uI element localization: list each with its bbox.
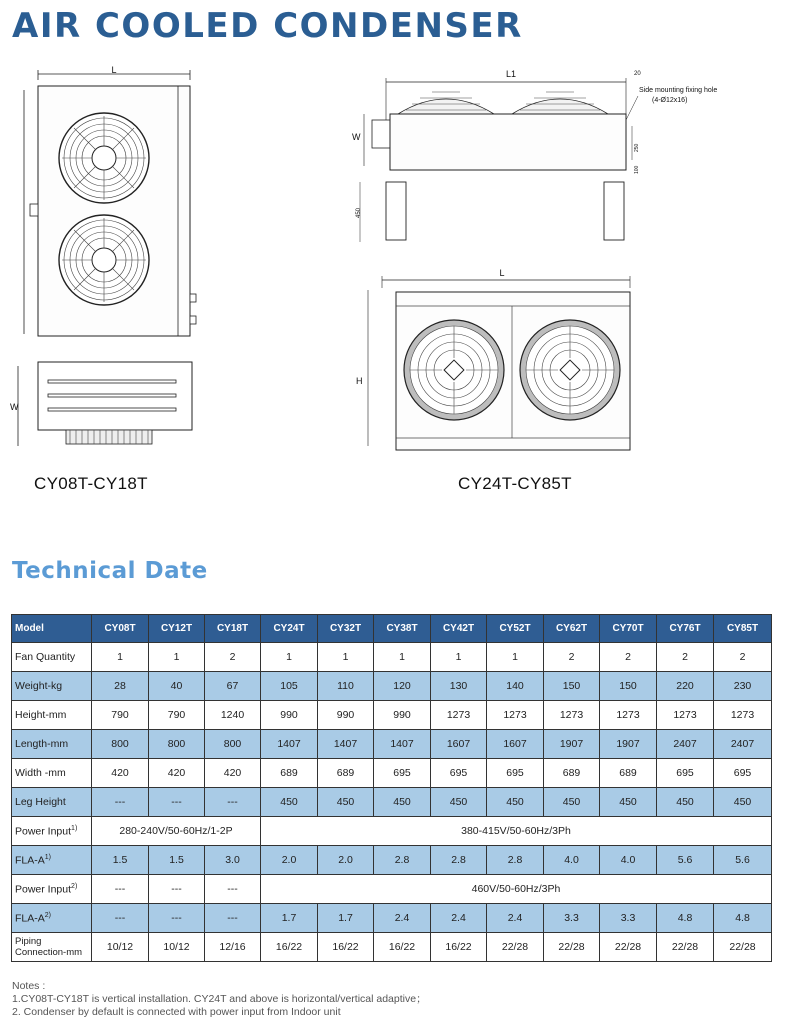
table-cell: 689 bbox=[600, 759, 657, 788]
notes bbox=[12, 980, 427, 1019]
table-cell: 1 bbox=[318, 643, 374, 672]
table-cell: 10/12 bbox=[92, 933, 149, 962]
diagram-left-top-view bbox=[8, 352, 208, 452]
notes-line-2: 2. Condenser by default is connected with power input from Indoor unit bbox=[12, 1006, 341, 1018]
row-label bbox=[12, 817, 92, 846]
table-cell: 2.4 bbox=[487, 904, 544, 933]
table-cell: 790 bbox=[149, 701, 205, 730]
table-cell: 28 bbox=[92, 672, 149, 701]
table-cell: --- bbox=[149, 904, 205, 933]
header-cell: CY24T bbox=[261, 615, 318, 643]
diagram-left-front-view bbox=[18, 64, 208, 344]
diagram-right-front-view bbox=[346, 266, 646, 456]
table-row bbox=[12, 730, 772, 759]
table-cell: 1907 bbox=[544, 730, 600, 759]
header-cell: CY85T bbox=[714, 615, 772, 643]
dim-20-label: 20 bbox=[634, 71, 641, 77]
table-cell: 450 bbox=[657, 788, 714, 817]
row-label: Leg Height bbox=[12, 788, 92, 817]
table-row bbox=[12, 788, 772, 817]
dim-100-label: 100 bbox=[634, 165, 640, 174]
table-cell: 5.6 bbox=[657, 846, 714, 875]
table-cell: 2407 bbox=[714, 730, 772, 759]
table-cell: 689 bbox=[261, 759, 318, 788]
table-cell: 420 bbox=[149, 759, 205, 788]
table-cell: 2.8 bbox=[374, 846, 431, 875]
header-cell: CY52T bbox=[487, 615, 544, 643]
table-cell: 3.0 bbox=[205, 846, 261, 875]
table-cell: 1 bbox=[431, 643, 487, 672]
table-cell: 450 bbox=[374, 788, 431, 817]
table-cell: 2.8 bbox=[431, 846, 487, 875]
table-cell: 1 bbox=[487, 643, 544, 672]
row-label: Length-mm bbox=[12, 730, 92, 759]
table-cell: 110 bbox=[318, 672, 374, 701]
table-cell: 1.7 bbox=[261, 904, 318, 933]
table-cell: 1.5 bbox=[92, 846, 149, 875]
table-cell: 2.4 bbox=[431, 904, 487, 933]
table-cell: --- bbox=[92, 904, 149, 933]
table-cell: 450 bbox=[261, 788, 318, 817]
table-cell: 140 bbox=[487, 672, 544, 701]
table-cell: 1273 bbox=[714, 701, 772, 730]
table-cell: 16/22 bbox=[431, 933, 487, 962]
table-cell: 4.8 bbox=[657, 904, 714, 933]
header-cell: CY62T bbox=[544, 615, 600, 643]
header-model: Model bbox=[12, 615, 92, 643]
table-cell: 16/22 bbox=[261, 933, 318, 962]
fan-icon bbox=[59, 113, 149, 203]
table-cell-merged: 460V/50-60Hz/3Ph bbox=[261, 875, 772, 904]
table-cell: 230 bbox=[714, 672, 772, 701]
table-row bbox=[12, 643, 772, 672]
row-label: Height-mm bbox=[12, 701, 92, 730]
table-cell: 450 bbox=[714, 788, 772, 817]
table-cell: --- bbox=[92, 788, 149, 817]
table-cell: 1407 bbox=[374, 730, 431, 759]
table-cell: 1407 bbox=[261, 730, 318, 759]
table-cell: 16/22 bbox=[318, 933, 374, 962]
header-cell: CY32T bbox=[318, 615, 374, 643]
table-cell: 120 bbox=[374, 672, 431, 701]
table-header-row bbox=[12, 615, 772, 643]
table-cell: 1.7 bbox=[318, 904, 374, 933]
table-cell: 2.4 bbox=[374, 904, 431, 933]
row-label-text: Power Input bbox=[15, 825, 72, 838]
table-cell: 450 bbox=[600, 788, 657, 817]
header-cell: CY12T bbox=[149, 615, 205, 643]
table-cell-merged: 280-240V/50-60Hz/1-2P bbox=[92, 817, 261, 846]
table-cell: 150 bbox=[600, 672, 657, 701]
table-cell: 689 bbox=[544, 759, 600, 788]
row-label-text: FLA-A bbox=[15, 854, 45, 867]
table-cell: 2 bbox=[600, 643, 657, 672]
table-cell: 1273 bbox=[600, 701, 657, 730]
table-row bbox=[12, 759, 772, 788]
row-label: Width -mm bbox=[12, 759, 92, 788]
table-cell: --- bbox=[205, 904, 261, 933]
table-cell: 695 bbox=[431, 759, 487, 788]
table-cell: 800 bbox=[205, 730, 261, 759]
table-cell: 1607 bbox=[487, 730, 544, 759]
footnote-mark: 1) bbox=[44, 853, 51, 861]
footnote-mark: 2) bbox=[71, 882, 78, 890]
table-cell: --- bbox=[149, 788, 205, 817]
table-cell: 16/22 bbox=[374, 933, 431, 962]
table-cell: 1273 bbox=[544, 701, 600, 730]
diagram-caption-right: CY24T-CY85T bbox=[458, 474, 572, 493]
header-cell: CY38T bbox=[374, 615, 431, 643]
table-cell: 990 bbox=[374, 701, 431, 730]
table-row bbox=[12, 846, 772, 875]
table-cell: 990 bbox=[318, 701, 374, 730]
table-cell: 1 bbox=[374, 643, 431, 672]
dim-w-label: W bbox=[352, 132, 361, 142]
table-cell: 2.0 bbox=[261, 846, 318, 875]
table-cell: 22/28 bbox=[544, 933, 600, 962]
row-label: Weight-kg bbox=[12, 672, 92, 701]
table-cell: 105 bbox=[261, 672, 318, 701]
table-row bbox=[12, 933, 772, 962]
table-cell: 695 bbox=[487, 759, 544, 788]
dim-width-label: W bbox=[10, 402, 19, 412]
table-cell: 790 bbox=[92, 701, 149, 730]
table-cell: 2 bbox=[544, 643, 600, 672]
page-title: AIR COOLED CONDENSER bbox=[12, 6, 523, 46]
row-label bbox=[12, 875, 92, 904]
row-label-text: Power Input bbox=[15, 883, 72, 896]
table-cell: 800 bbox=[92, 730, 149, 759]
row-label: Piping Connection-mm bbox=[12, 933, 92, 962]
table-row bbox=[12, 672, 772, 701]
table-cell: 22/28 bbox=[714, 933, 772, 962]
table-cell: --- bbox=[205, 875, 261, 904]
table-cell: 22/28 bbox=[657, 933, 714, 962]
table-cell: 1907 bbox=[600, 730, 657, 759]
table-cell: 220 bbox=[657, 672, 714, 701]
table-cell: 689 bbox=[318, 759, 374, 788]
mount-note-line2: (4-Ø12x16) bbox=[652, 97, 688, 104]
table-cell: 2.8 bbox=[487, 846, 544, 875]
table-row bbox=[12, 875, 772, 904]
table-cell: 420 bbox=[205, 759, 261, 788]
table-cell: 420 bbox=[92, 759, 149, 788]
table-cell: 695 bbox=[374, 759, 431, 788]
fan-icon bbox=[59, 215, 149, 305]
header-cell: CY08T bbox=[92, 615, 149, 643]
header-cell: CY76T bbox=[657, 615, 714, 643]
table-cell: 695 bbox=[657, 759, 714, 788]
table-cell: --- bbox=[149, 875, 205, 904]
table-cell: 3.3 bbox=[600, 904, 657, 933]
diagram-right-side-view bbox=[346, 60, 726, 250]
table-cell: 1 bbox=[149, 643, 205, 672]
table-cell: 40 bbox=[149, 672, 205, 701]
table-cell: 2.0 bbox=[318, 846, 374, 875]
notes-line-1: 1.CY08T-CY18T is vertical installation. CY24T and above is horizontal/vertical adaptive； bbox=[12, 993, 427, 1005]
table-cell: --- bbox=[205, 788, 261, 817]
table-cell: 10/12 bbox=[149, 933, 205, 962]
table-cell: 4.0 bbox=[600, 846, 657, 875]
table-row bbox=[12, 904, 772, 933]
notes-heading: Notes : bbox=[12, 980, 46, 992]
table-cell: 2 bbox=[714, 643, 772, 672]
table-cell: 5.6 bbox=[714, 846, 772, 875]
table-cell: 2407 bbox=[657, 730, 714, 759]
dim-height-label: H bbox=[356, 376, 363, 386]
table-cell: 3.3 bbox=[544, 904, 600, 933]
dim-250-label: 250 bbox=[634, 143, 640, 152]
footnote-mark: 2) bbox=[44, 911, 51, 919]
dim-length-label: L bbox=[499, 268, 505, 278]
header-cell: CY18T bbox=[205, 615, 261, 643]
table-cell: 1.5 bbox=[149, 846, 205, 875]
table-cell: 450 bbox=[318, 788, 374, 817]
table-cell: 2 bbox=[657, 643, 714, 672]
table-cell: 4.8 bbox=[714, 904, 772, 933]
table-cell: 12/16 bbox=[205, 933, 261, 962]
table-cell: 1240 bbox=[205, 701, 261, 730]
header-cell: CY42T bbox=[431, 615, 487, 643]
table-cell: 1273 bbox=[487, 701, 544, 730]
table-cell: 1273 bbox=[657, 701, 714, 730]
dim-450-label: 450 bbox=[356, 207, 362, 218]
table-cell: 800 bbox=[149, 730, 205, 759]
table-row bbox=[12, 701, 772, 730]
footnote-mark: 1) bbox=[71, 824, 78, 832]
diagram-caption-left: CY08T-CY18T bbox=[34, 474, 148, 493]
row-label-text: FLA-A bbox=[15, 912, 45, 925]
table-cell: 4.0 bbox=[544, 846, 600, 875]
row-label: Fan Quantity bbox=[12, 643, 92, 672]
table-cell: 990 bbox=[261, 701, 318, 730]
table-cell: 1607 bbox=[431, 730, 487, 759]
table-cell: 450 bbox=[544, 788, 600, 817]
dim-length-label: L bbox=[111, 65, 117, 75]
table-cell: 695 bbox=[714, 759, 772, 788]
table-row bbox=[12, 817, 772, 846]
table-cell: 67 bbox=[205, 672, 261, 701]
row-label bbox=[12, 904, 92, 933]
table-cell: 450 bbox=[487, 788, 544, 817]
table-cell-merged: 380-415V/50-60Hz/3Ph bbox=[261, 817, 772, 846]
section-title: Technical Date bbox=[12, 558, 208, 584]
table-cell: 150 bbox=[544, 672, 600, 701]
table-cell: 1407 bbox=[318, 730, 374, 759]
table-cell: 2 bbox=[205, 643, 261, 672]
fan-icon bbox=[520, 320, 620, 420]
fan-icon bbox=[404, 320, 504, 420]
table-cell: 1 bbox=[261, 643, 318, 672]
spec-table bbox=[11, 614, 772, 962]
table-cell: 1273 bbox=[431, 701, 487, 730]
header-cell: CY70T bbox=[600, 615, 657, 643]
table-cell: 22/28 bbox=[600, 933, 657, 962]
table-cell: 130 bbox=[431, 672, 487, 701]
table-cell: 22/28 bbox=[487, 933, 544, 962]
table-cell: --- bbox=[92, 875, 149, 904]
mount-note-line1: Side mounting fixing hole bbox=[639, 87, 718, 94]
table-cell: 1 bbox=[92, 643, 149, 672]
dim-l1-label: L1 bbox=[505, 69, 517, 79]
table-cell: 450 bbox=[431, 788, 487, 817]
row-label bbox=[12, 846, 92, 875]
